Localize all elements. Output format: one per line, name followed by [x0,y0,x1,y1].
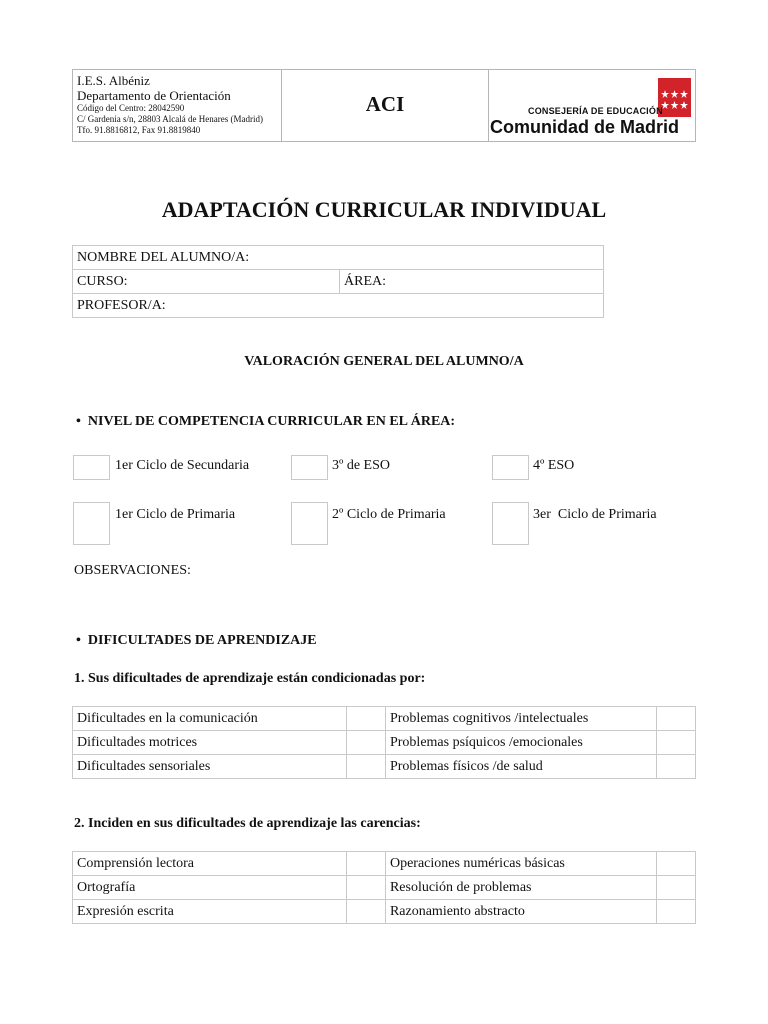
madrid-logo [488,70,695,141]
bullet-icon: • [76,633,88,648]
table-row [73,755,696,779]
checkbox-1er-ciclo-secundaria[interactable] [73,455,110,480]
deficiencies-table [72,851,696,924]
competence-heading-text: NIVEL DE COMPETENCIA CURRICULAR EN EL ÁREA: [87,414,456,429]
option-label: 1er Ciclo de Primaria [115,507,236,522]
competence-heading [76,414,455,430]
school-address: C/ Gardenia s/n, 28803 Alcalá de Henares (Madrid) [77,114,263,124]
option-label: 4º ESO [533,458,575,473]
table-cell: Dificultades motrices [73,731,347,755]
table-cell: Ortografía [73,876,347,900]
checkbox-cell[interactable] [657,876,696,900]
table-cell: Razonamiento abstracto [385,900,656,924]
school-phone: Tfo. 91.8816812, Fax 91.8819840 [77,125,201,135]
question-2: 2. Inciden en sus dificultades de aprendizaje las carencias: [74,816,421,831]
school-info [73,70,282,141]
checkbox-cell[interactable] [657,852,696,876]
table-cell: Problemas cognitivos /intelectuales [385,707,656,731]
consejeria-label: CONSEJERÍA DE EDUCACIÓN [528,106,663,116]
bullet-icon: • [76,414,88,429]
student-info-table [72,245,604,318]
header-box [72,69,696,142]
table-row [73,707,696,731]
student-name-field[interactable]: NOMBRE DEL ALUMNO/A: [73,246,604,270]
department-name: Departamento de Orientación [77,88,231,103]
conditions-table [72,706,696,779]
center-code: Código del Centro: 28042590 [77,103,185,113]
page-title: ADAPTACIÓN CURRICULAR INDIVIDUAL [161,197,607,222]
checkbox-cell[interactable] [657,755,696,779]
table-row [73,900,696,924]
teacher-field[interactable]: PROFESOR/A: [73,294,604,318]
option-label: 3er Ciclo de Primaria [533,507,657,522]
comunidad-label: Comunidad de Madrid [490,117,679,137]
course-field[interactable]: CURSO: [73,270,340,294]
question-1: 1. Sus dificultades de aprendizaje están condicionadas por: [74,671,426,686]
difficulties-heading-text: DIFICULTADES DE APRENDIZAJE [87,633,317,648]
checkbox-cell[interactable] [347,852,386,876]
table-row [73,876,696,900]
checkbox-cell[interactable] [657,707,696,731]
table-cell: Dificultades en la comunicación [73,707,347,731]
checkbox-cell[interactable] [347,731,386,755]
option-label: 1er Ciclo de Secundaria [115,458,250,473]
checkbox-3-eso[interactable] [291,455,328,480]
checkbox-cell[interactable] [347,876,386,900]
table-row [73,731,696,755]
doc-code: ACI [365,92,405,116]
area-field[interactable]: ÁREA: [340,270,604,294]
checkbox-cell[interactable] [657,731,696,755]
checkbox-2-ciclo-primaria[interactable] [291,502,328,545]
option-label: 2º Ciclo de Primaria [332,507,446,522]
difficulties-heading [76,633,317,649]
table-cell: Dificultades sensoriales [73,755,347,779]
table-row [73,852,696,876]
school-name: I.E.S. Albéniz [77,73,150,88]
assessment-heading: VALORACIÓN GENERAL DEL ALUMNO/A [244,354,524,369]
table-cell: Resolución de problemas [385,876,656,900]
checkbox-4-eso[interactable] [492,455,529,480]
table-cell: Operaciones numéricas básicas [385,852,656,876]
table-cell: Comprensión lectora [73,852,347,876]
checkbox-cell[interactable] [347,755,386,779]
option-label: 3º de ESO [332,458,391,473]
checkbox-cell[interactable] [347,900,386,924]
observations-label: OBSERVACIONES: [74,563,191,578]
table-cell: Problemas físicos /de salud [385,755,656,779]
checkbox-3-ciclo-primaria[interactable] [492,502,529,545]
checkbox-cell[interactable] [347,707,386,731]
doc-code-cell [282,70,489,141]
checkbox-cell[interactable] [657,900,696,924]
table-cell: Expresión escrita [73,900,347,924]
table-cell: Problemas psíquicos /emocionales [385,731,656,755]
checkbox-1er-ciclo-primaria[interactable] [73,502,110,545]
